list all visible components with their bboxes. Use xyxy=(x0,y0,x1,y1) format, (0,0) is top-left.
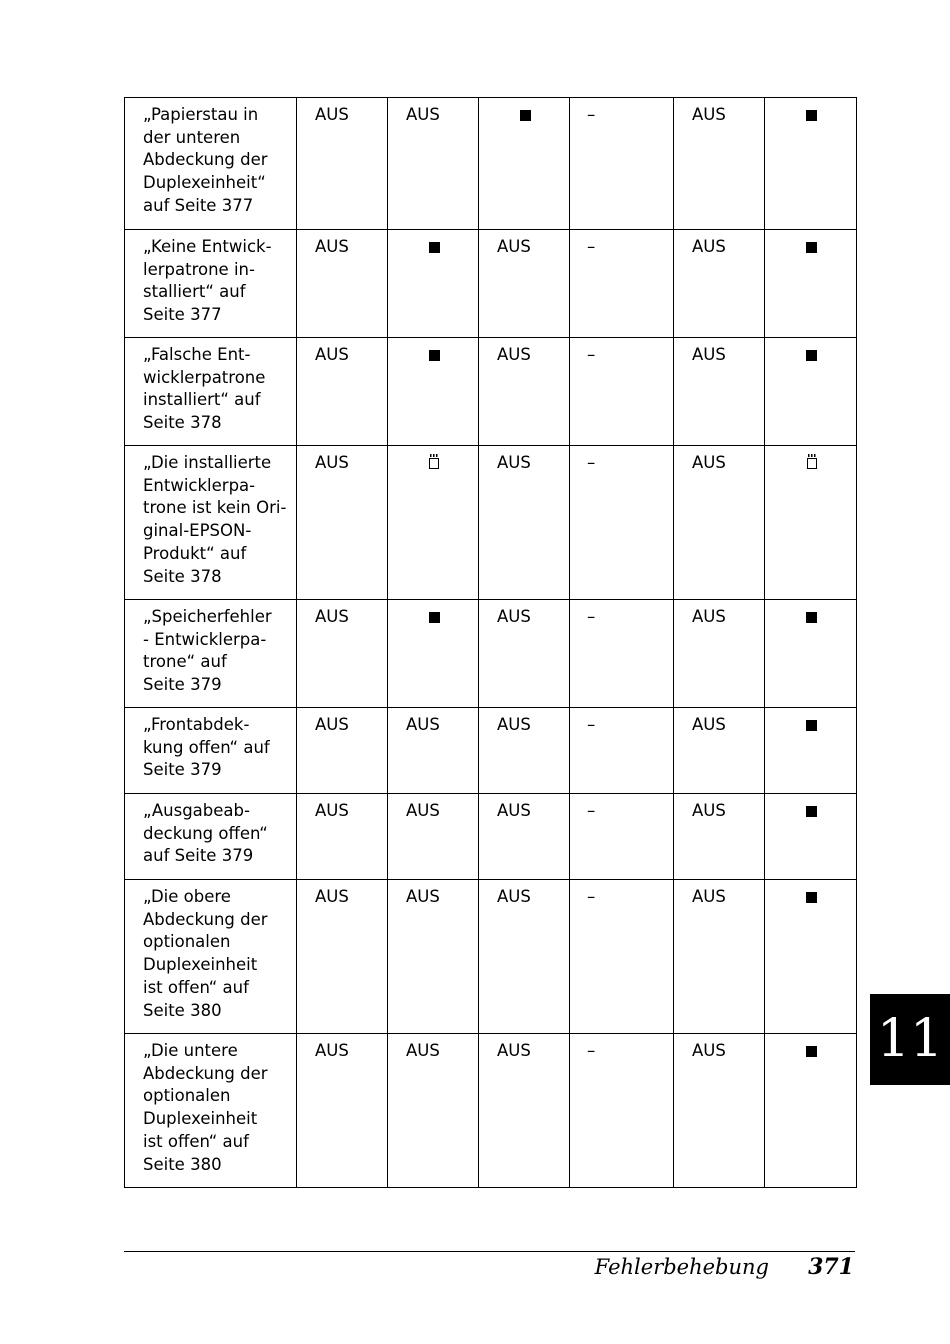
status-cell xyxy=(674,446,765,600)
description-line: deckung offen“ xyxy=(143,823,268,843)
description-line: trone“ auf xyxy=(143,652,227,672)
description-line: „Keine Entwick- xyxy=(143,237,272,256)
description-line: Seite 377 xyxy=(143,305,222,325)
status-cell xyxy=(479,794,570,880)
description-line: „Die installierte xyxy=(143,453,272,472)
status-cell xyxy=(674,338,765,446)
blinking-light-icon xyxy=(429,458,439,469)
description-line: Duplexeinheit xyxy=(143,1109,258,1129)
description-line: Seite 378 xyxy=(143,413,222,433)
status-cell xyxy=(388,98,479,230)
status-cell xyxy=(674,600,765,708)
status-cell xyxy=(297,880,388,1034)
row-description xyxy=(125,338,297,446)
status-cell xyxy=(674,794,765,880)
description-line: Seite 379 xyxy=(143,760,222,780)
status-text: AUS xyxy=(692,237,726,256)
status-text: AUS xyxy=(497,345,531,364)
status-cell xyxy=(765,708,857,794)
description-line: Seite 380 xyxy=(143,1000,222,1020)
filled-square-icon xyxy=(806,720,817,731)
dash-text: – xyxy=(587,105,596,124)
description-line: stalliert“ auf xyxy=(143,282,246,302)
status-text: AUS xyxy=(406,887,440,906)
status-text: AUS xyxy=(315,887,349,906)
status-cell xyxy=(674,98,765,230)
status-cell xyxy=(297,600,388,708)
dash-text: – xyxy=(587,453,596,472)
status-cell xyxy=(479,446,570,600)
status-cell xyxy=(570,1034,674,1188)
status-cell xyxy=(765,880,857,1034)
status-text: AUS xyxy=(497,607,531,626)
status-cell xyxy=(765,1034,857,1188)
status-text: AUS xyxy=(692,105,726,124)
description-line: „Die untere xyxy=(143,1041,238,1060)
status-text: AUS xyxy=(692,607,726,626)
filled-square-icon xyxy=(520,110,531,121)
filled-square-icon xyxy=(429,612,440,623)
status-text: AUS xyxy=(406,105,440,124)
status-cell xyxy=(388,600,479,708)
description-line: Abdeckung der xyxy=(143,150,268,170)
table-row xyxy=(125,600,857,708)
status-cell xyxy=(674,880,765,1034)
row-description xyxy=(125,446,297,600)
description-line: ist offen“ auf xyxy=(143,1131,249,1151)
description-line: „Frontabdek- xyxy=(143,715,250,734)
status-cell xyxy=(765,230,857,338)
row-description xyxy=(125,708,297,794)
status-cell xyxy=(765,446,857,600)
status-text: AUS xyxy=(497,887,531,906)
status-text: AUS xyxy=(692,345,726,364)
status-cell xyxy=(570,708,674,794)
description-line: „Die obere xyxy=(143,887,231,906)
status-cell xyxy=(388,1034,479,1188)
filled-square-icon xyxy=(429,242,440,253)
status-cell xyxy=(674,230,765,338)
footer-rule xyxy=(124,1251,855,1252)
description-line: wicklerpatrone xyxy=(143,367,266,387)
description-line: trone ist kein Ori- xyxy=(143,498,287,518)
status-cell xyxy=(479,600,570,708)
description-line: Entwicklerpa- xyxy=(143,475,256,495)
table-row xyxy=(125,338,857,446)
description-line: optionalen xyxy=(143,1086,231,1106)
status-cell xyxy=(388,230,479,338)
status-text: AUS xyxy=(692,715,726,734)
description-line: ist offen“ auf xyxy=(143,977,249,997)
status-table xyxy=(124,97,857,1188)
description-line: „Ausgabeab- xyxy=(143,801,250,820)
row-description xyxy=(125,794,297,880)
status-text: AUS xyxy=(497,237,531,256)
status-cell xyxy=(570,600,674,708)
status-cell xyxy=(570,338,674,446)
status-text: AUS xyxy=(497,801,531,820)
footer-section-title: Fehlerbehebung xyxy=(594,1255,769,1279)
description-line: auf Seite 377 xyxy=(143,195,254,215)
filled-square-icon xyxy=(806,612,817,623)
row-description xyxy=(125,1034,297,1188)
filled-square-icon xyxy=(806,242,817,253)
table-row xyxy=(125,98,857,230)
description-line: Duplexeinheit xyxy=(143,955,258,975)
description-line: „Falsche Ent- xyxy=(143,345,251,364)
description-line: installiert“ auf xyxy=(143,390,261,410)
description-line: Duplexeinheit“ xyxy=(143,173,266,193)
status-cell xyxy=(479,338,570,446)
status-text: AUS xyxy=(315,105,349,124)
row-description xyxy=(125,230,297,338)
status-cell xyxy=(765,794,857,880)
status-cell xyxy=(297,1034,388,1188)
dash-text: – xyxy=(587,1041,596,1060)
dash-text: – xyxy=(587,345,596,364)
row-description xyxy=(125,880,297,1034)
status-cell xyxy=(570,98,674,230)
status-text: AUS xyxy=(406,801,440,820)
table-row xyxy=(125,794,857,880)
description-line: der unteren xyxy=(143,127,241,147)
footer-page-number: 371 xyxy=(808,1254,854,1280)
status-cell xyxy=(570,446,674,600)
description-line: Seite 378 xyxy=(143,566,222,586)
row-description xyxy=(125,98,297,230)
description-line: optionalen xyxy=(143,932,231,952)
description-line: Produkt“ auf xyxy=(143,543,247,563)
status-text: AUS xyxy=(497,453,531,472)
status-cell xyxy=(479,708,570,794)
description-line: Abdeckung der xyxy=(143,909,268,929)
dash-text: – xyxy=(587,887,596,906)
status-cell xyxy=(674,708,765,794)
filled-square-icon xyxy=(429,350,440,361)
status-text: AUS xyxy=(692,801,726,820)
description-line: ginal-EPSON- xyxy=(143,521,252,541)
status-cell xyxy=(388,880,479,1034)
status-cell xyxy=(388,794,479,880)
filled-square-icon xyxy=(806,350,817,361)
description-line: Abdeckung der xyxy=(143,1063,268,1083)
status-text: AUS xyxy=(497,1041,531,1060)
description-line: kung offen“ auf xyxy=(143,737,270,757)
description-line: Seite 379 xyxy=(143,675,222,695)
dash-text: – xyxy=(587,801,596,820)
status-cell xyxy=(388,338,479,446)
filled-square-icon xyxy=(806,110,817,121)
status-cell xyxy=(479,98,570,230)
description-line: „Papierstau in xyxy=(143,105,259,124)
status-text: AUS xyxy=(315,1041,349,1060)
status-text: AUS xyxy=(692,1041,726,1060)
status-text: AUS xyxy=(315,345,349,364)
status-text: AUS xyxy=(497,715,531,734)
status-cell xyxy=(297,446,388,600)
status-cell xyxy=(297,708,388,794)
description-line: - Entwicklerpa- xyxy=(143,629,267,649)
blinking-light-icon xyxy=(807,458,817,469)
status-cell xyxy=(479,1034,570,1188)
dash-text: – xyxy=(587,237,596,256)
status-cell xyxy=(479,230,570,338)
status-text: AUS xyxy=(692,887,726,906)
table-row xyxy=(125,708,857,794)
description-line: lerpatrone in- xyxy=(143,259,255,279)
table-row xyxy=(125,446,857,600)
status-cell xyxy=(570,880,674,1034)
status-cell xyxy=(297,98,388,230)
status-text: AUS xyxy=(315,237,349,256)
table-body xyxy=(125,98,857,1188)
table-row xyxy=(125,230,857,338)
table-row xyxy=(125,1034,857,1188)
status-text: AUS xyxy=(315,453,349,472)
status-cell xyxy=(388,708,479,794)
status-text: AUS xyxy=(406,1041,440,1060)
filled-square-icon xyxy=(806,1046,817,1057)
dash-text: – xyxy=(587,607,596,626)
status-text: AUS xyxy=(692,453,726,472)
dash-text: – xyxy=(587,715,596,734)
status-cell xyxy=(765,98,857,230)
status-cell xyxy=(765,338,857,446)
status-text: AUS xyxy=(315,801,349,820)
row-description xyxy=(125,600,297,708)
status-cell xyxy=(479,880,570,1034)
description-line: Seite 380 xyxy=(143,1154,222,1174)
status-cell xyxy=(388,446,479,600)
status-cell xyxy=(674,1034,765,1188)
description-line: auf Seite 379 xyxy=(143,846,254,866)
chapter-tab: 11 xyxy=(870,994,950,1085)
table-row xyxy=(125,880,857,1034)
status-cell xyxy=(297,794,388,880)
status-cell xyxy=(297,230,388,338)
status-cell xyxy=(570,794,674,880)
status-cell xyxy=(297,338,388,446)
status-cell xyxy=(765,600,857,708)
status-text: AUS xyxy=(406,715,440,734)
status-cell xyxy=(570,230,674,338)
filled-square-icon xyxy=(806,892,817,903)
status-text: AUS xyxy=(315,715,349,734)
status-text: AUS xyxy=(315,607,349,626)
filled-square-icon xyxy=(806,806,817,817)
description-line: „Speicherfehler xyxy=(143,607,272,626)
